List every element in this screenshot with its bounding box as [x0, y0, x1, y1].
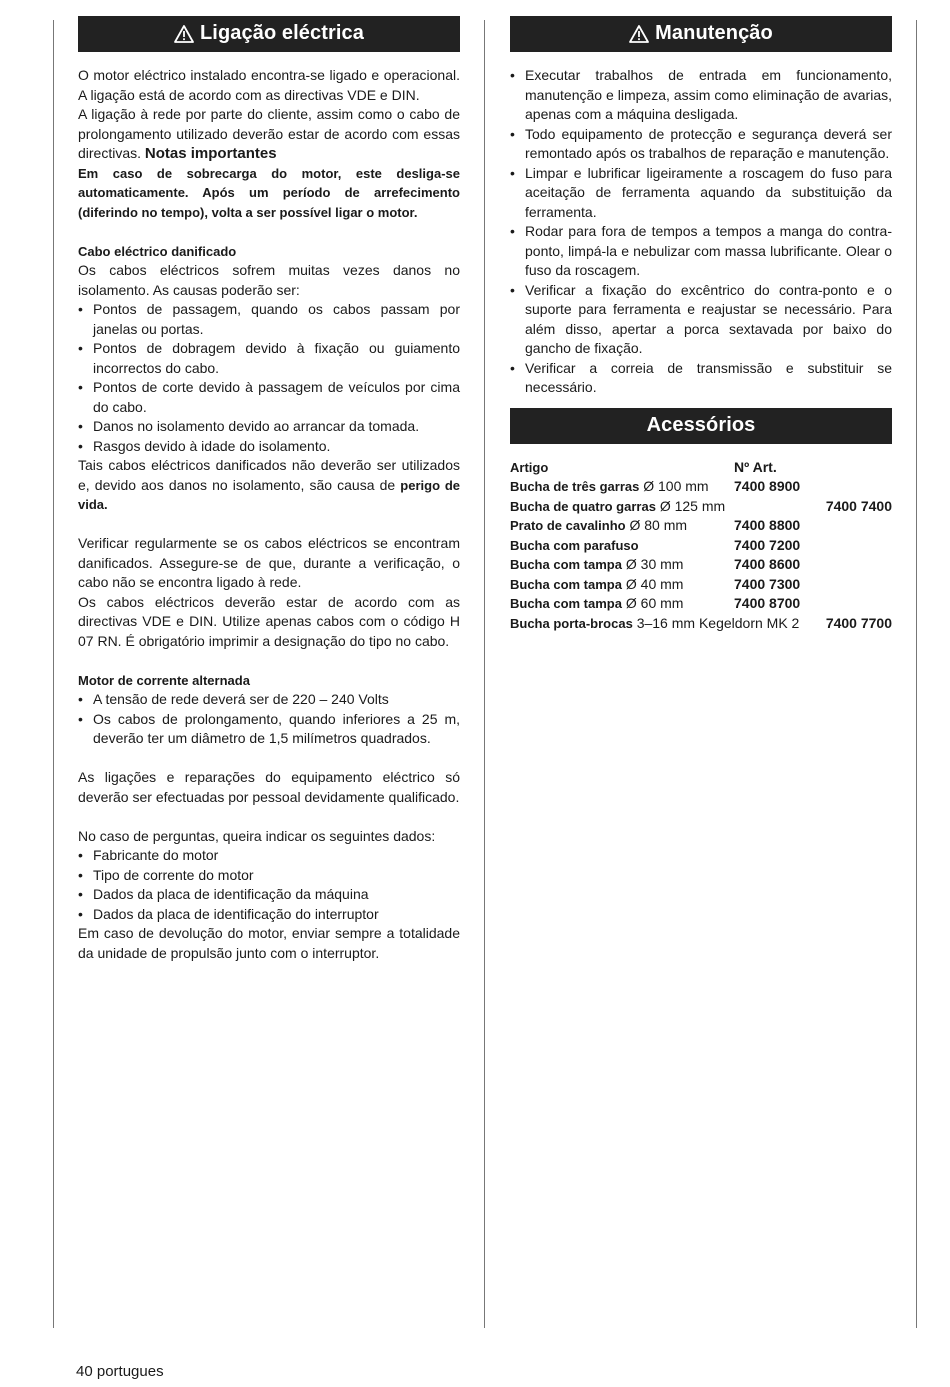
- warning-triangle-icon: [174, 25, 194, 43]
- list-item: • Verificar a correia de transmissão e substituir se necessário.: [510, 359, 892, 398]
- danger-paragraph: Tais cabos eléctricos danificados não deverão ser utilizados e, devido aos danos no isolamento, são causa de perigo de vida.: [78, 457, 461, 512]
- damaged-cable-causes: [78, 300, 460, 456]
- damaged-cable-title: Cabo eléctrico danificado: [78, 243, 237, 259]
- intro-paragraph: O motor eléctrico instalado encontra-se ligado e operacional. A ligação está de acordo com as directivas VDE e DIN.: [78, 67, 460, 103]
- table-row: Bucha de três garras Ø 100 mm 7400 8900: [510, 478, 801, 494]
- column-header-number: Nº Art.: [734, 458, 777, 475]
- list-item: • Todo equipamento de protecção e segurança deverá ser remontado após os trabalhos de reparação e manutenção.: [510, 125, 892, 164]
- section-title: Manutenção: [655, 22, 773, 45]
- list-item: • Fabricante do motor: [78, 846, 460, 866]
- table-row: Bucha com parafuso 7400 7200: [510, 536, 801, 553]
- section-header-maintenance: [510, 16, 892, 52]
- ac-motor-title: Motor de corrente alternada: [78, 672, 250, 688]
- right-column: [510, 16, 892, 633]
- column-header-item: Artigo: [510, 459, 549, 475]
- overload-note: Em caso de sobrecarga do motor, este desliga-se automaticamente. Após um período de arrefecimento (diferindo no tempo), volta a ser possível ligar o motor.: [78, 165, 460, 220]
- list-item: • Tipo de corrente do motor: [78, 866, 460, 886]
- left-margin-rule: [53, 20, 54, 1328]
- maintenance-list: [510, 66, 892, 398]
- questions-intro: No caso de perguntas, queira indicar os seguintes dados:: [78, 827, 436, 844]
- list-item: • Os cabos de prolongamento, quando inferiores a 25 m, deverão ter um diâmetro de 1,5 milímetros quadrados.: [78, 710, 460, 749]
- list-item: • Pontos de dobragem devido à fixação ou guiamento incorrectos do cabo.: [78, 339, 460, 378]
- section-title: Acessórios: [646, 413, 756, 436]
- section-title: Ligação eléctrica: [199, 22, 364, 45]
- list-item: • Dados da placa de identificação da máquina: [78, 885, 460, 905]
- table-header-row: [510, 458, 892, 478]
- warning-triangle-icon: [629, 25, 649, 43]
- damaged-cable-intro: Os cabos eléctricos sofrem muitas vezes danos no isolamento. As causas poderão ser:: [78, 262, 460, 298]
- list-item: • Dados da placa de identificação do interruptor: [78, 905, 460, 925]
- table-row: Prato de cavalinho Ø 80 mm 7400 8800: [510, 517, 801, 533]
- check-paragraph: Verificar regularmente se os cabos eléctricos se encontram danificados. Assegure-se de que, durante a verificação, o cabo não se encontra ligado à rede.: [78, 535, 460, 590]
- danger-label: perigo de vida.: [78, 477, 461, 512]
- questions-list: [78, 846, 460, 924]
- list-item: • Danos no isolamento devido ao arrancar da tomada.: [78, 417, 460, 437]
- table-row: Bucha com tampa Ø 30 mm 7400 8600: [510, 556, 801, 572]
- connection-paragraph: A ligação à rede por parte do cliente, assim como o cabo de prolongamento utilizado deverão estar de acordo com essas directivas. Notas importantes: [78, 106, 460, 162]
- qualified-personnel-paragraph: As ligações e reparações do equipamento eléctrico só deverão ser efectuadas por pessoal devidamente qualificado.: [78, 769, 460, 805]
- list-item: • Pontos de passagem, quando os cabos passam por janelas ou portas.: [78, 300, 460, 339]
- return-note: Em caso de devolução do motor, enviar sempre a totalidade da unidade de propulsão junto com o interruptor.: [78, 925, 460, 961]
- list-item: • Verificar a fixação do excêntrico do contra-ponto e o suporte para ferramenta e reajustar se necessário. Para além disso, apertar a porca sextavada por baixo do gancho de fixação.: [510, 281, 892, 359]
- standards-paragraph: Os cabos eléctricos deverão estar de acordo com as directivas VDE e DIN. Utilize apenas cabos com o código H 07 RN. É obrigatório imprimir a designação do tipo no cabo.: [78, 593, 460, 649]
- important-notes-label: Notas importantes: [144, 145, 277, 162]
- list-item: • Rodar para fora de tempos a tempos a manga do contra-ponto, limpá-la e nebulizar com massa lubrificante. Olear o fuso da roscagem.: [510, 222, 892, 281]
- list-item: • Rasgos devido à idade do isolamento.: [78, 437, 460, 457]
- list-item: • A tensão de rede deverá ser de 220 – 240 Volts: [78, 690, 460, 710]
- list-item: • Executar trabalhos de entrada em funcionamento, manutenção e limpeza, assim como eliminação de avarias, apenas com a máquina desligada.: [510, 66, 892, 125]
- section-header-accessories: [510, 408, 892, 444]
- page-footer: 40 portugues: [76, 1363, 164, 1380]
- table-row: Bucha com tampa Ø 40 mm 7400 7300: [510, 575, 801, 592]
- left-column: [78, 16, 460, 963]
- section-header-electrical: [78, 16, 460, 52]
- ac-motor-list: [78, 690, 460, 749]
- list-item: • Pontos de corte devido à passagem de veículos por cima do cabo.: [78, 378, 460, 417]
- accessories-table: [510, 458, 892, 634]
- table-row: Bucha de quatro garras Ø 125 mm 7400 7400: [510, 497, 892, 514]
- center-rule: [484, 20, 485, 1328]
- table-row: Bucha porta-brocas 3–16 mm Kegeldorn MK 2 7400 7700: [510, 614, 892, 631]
- list-item: • Limpar e lubrificar ligeiramente a roscagem do fuso para aceitação de ferramenta aquando da substituição da ferramenta.: [510, 164, 892, 223]
- right-margin-rule: [916, 20, 917, 1328]
- table-row: Bucha com tampa Ø 60 mm 7400 8700: [510, 595, 801, 611]
